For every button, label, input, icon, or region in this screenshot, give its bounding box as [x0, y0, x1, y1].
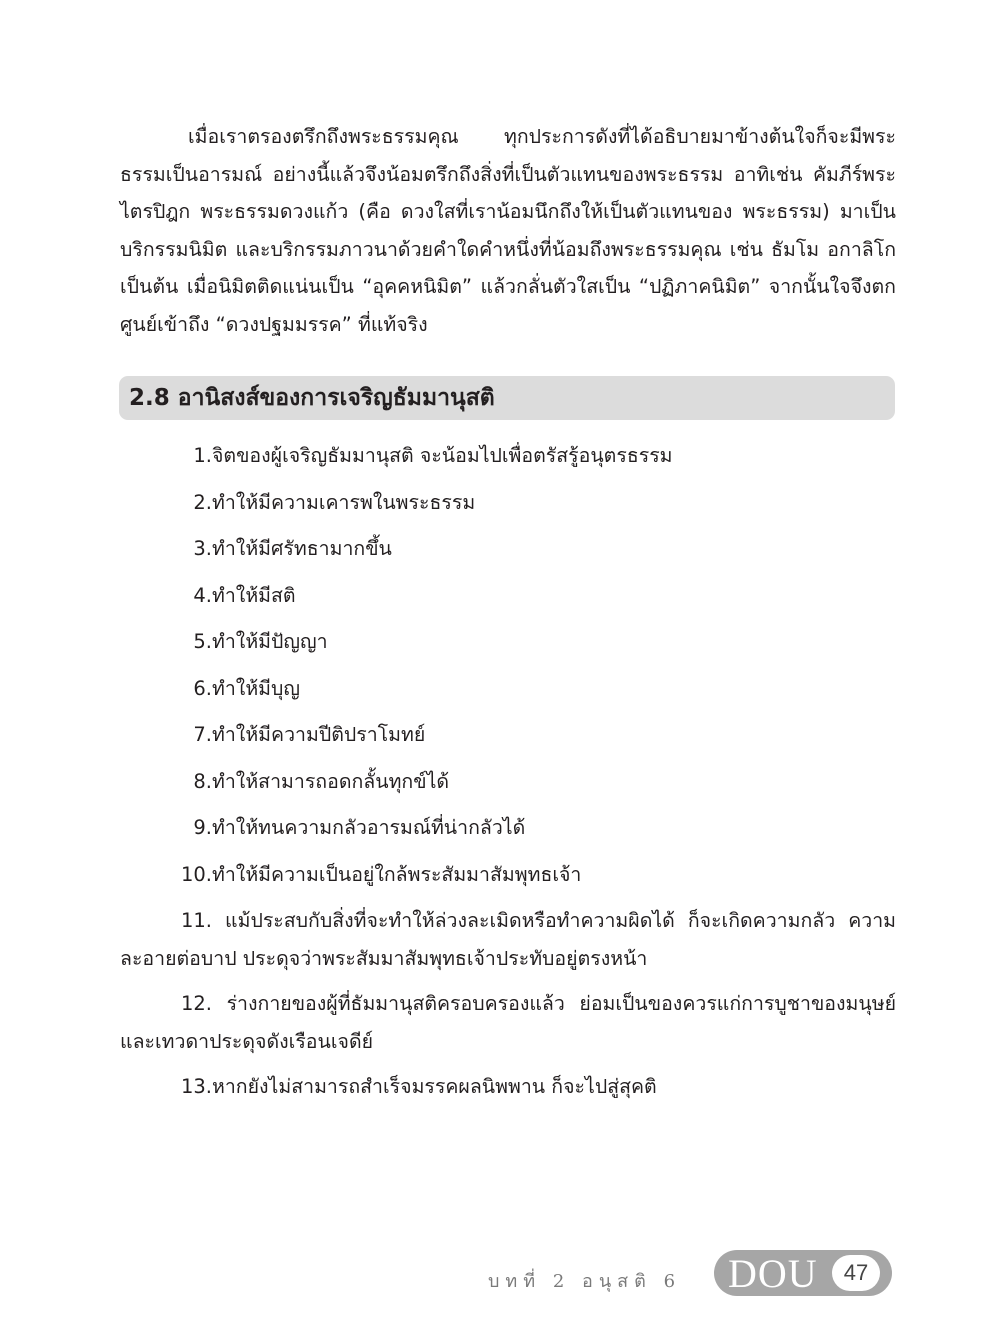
item-text: ทำให้ทนความกลัวอารมณ์ที่น่ากลัวได้ — [212, 816, 526, 839]
item-number: 9. — [193, 816, 212, 839]
item-text: ทำให้มีศรัทธามากขึ้น — [212, 537, 392, 560]
page-badge — [714, 1250, 892, 1296]
item-number: 3. — [193, 537, 212, 560]
list-item — [120, 623, 896, 661]
chapter-label: บทที่ 2 อนุสติ 6 — [488, 1271, 682, 1292]
list-item-paragraph — [120, 985, 896, 1061]
item-number: 12. — [180, 992, 212, 1015]
list-item — [120, 809, 896, 847]
item-number: 7. — [193, 723, 212, 746]
item-text: ทำให้มีสติ — [212, 584, 296, 607]
item-number: 13. — [180, 1075, 212, 1098]
item-number: 1. — [193, 444, 212, 467]
list-item — [120, 716, 896, 754]
item-text: ทำให้มีความเคารพในพระธรรม — [212, 491, 476, 514]
item-text: ทำให้สามารถอดกลั้นทุกข์ได้ — [212, 770, 450, 793]
item-number: 6. — [193, 677, 212, 700]
list-item-paragraph — [120, 902, 896, 978]
intro-paragraph: เมื่อเราตรองตรึกถึงพระธรรมคุณ ทุกประการดังที่ได้อธิบายมาข้างต้นใจก็จะมีพระธรรมเป็นอารมณ์ อย่างนี้แล้วจึงน้อมตรึกถึงสิ่งที่เป็นตัวแทนของพระธรรม อาทิเช่น คัมภีร์พระไตรปิฎก พระธรรมดวงแก้ว (คือ ดวงใสที่เราน้อมนึกถึงให้เป็นตัวแทนของ พระธรรม) มาเป็นบริกรรมนิมิต และบริกรรมภาวนาด้วยคำใดคำหนึ่งที่น้อมถึงพระธรรมคุณ เช่น ธัมโม อกาลิโก เป็นต้น เมื่อนิมิตติดแน่นเป็น “อุคคหนิมิต” แล้วกลั่นตัวใสเป็น “ปฏิภาคนิมิต” จากนั้นใจจึงตกศูนย์เข้าถึง “ดวงปฐมมรรค” ที่แท้จริง — [120, 125, 896, 336]
list-item — [120, 577, 896, 615]
item-text: จิตของผู้เจริญธัมมานุสติ จะน้อมไปเพื่อตรัสรู้อนุตรธรรม — [212, 444, 673, 467]
item-number: 11. — [180, 909, 212, 932]
list-item — [120, 484, 896, 522]
section-title: 2.8 อานิสงส์ของการเจริญธัมมานุสติ — [129, 385, 495, 411]
list-item — [120, 530, 896, 568]
list-item — [120, 670, 896, 708]
section-heading — [119, 376, 895, 420]
list-item — [120, 763, 896, 801]
dou-logo: DOU — [728, 1251, 818, 1296]
item-number: 2. — [193, 491, 212, 514]
page-number: 47 — [832, 1255, 880, 1291]
item-text: ทำให้มีปัญญา — [212, 630, 328, 653]
item-text: ทำให้มีความเป็นอยู่ใกล้พระสัมมาสัมพุทธเจ้า — [212, 863, 582, 886]
item-number: 4. — [193, 584, 212, 607]
item-number: 5. — [193, 630, 212, 653]
item-text: ร่างกายของผู้ที่ธัมมานุสติครอบครองแล้ว ย่อมเป็นของควรแก่การบูชาของมนุษย์และเทวดาประดุจดังเรือนเจดีย์ — [120, 992, 896, 1053]
list-item — [120, 856, 896, 894]
list-item — [120, 437, 896, 475]
item-text: หากยังไม่สามารถสำเร็จมรรคผลนิพพาน ก็จะไปสู่สุคติ — [212, 1075, 657, 1098]
item-number: 8. — [193, 770, 212, 793]
item-text: ทำให้มีบุญ — [212, 677, 301, 700]
item-number: 10. — [180, 863, 212, 886]
list-item — [120, 1068, 896, 1106]
item-text: แม้ประสบกับสิ่งที่จะทำให้ล่วงละเมิดหรือทำความผิดได้ ก็จะเกิดความกลัว ความละอายต่อบาป ประดุจว่าพระสัมมาสัมพุทธเจ้าประทับอยู่ตรงหน้า — [120, 909, 897, 970]
item-text: ทำให้มีความปีติปราโมทย์ — [212, 723, 426, 746]
